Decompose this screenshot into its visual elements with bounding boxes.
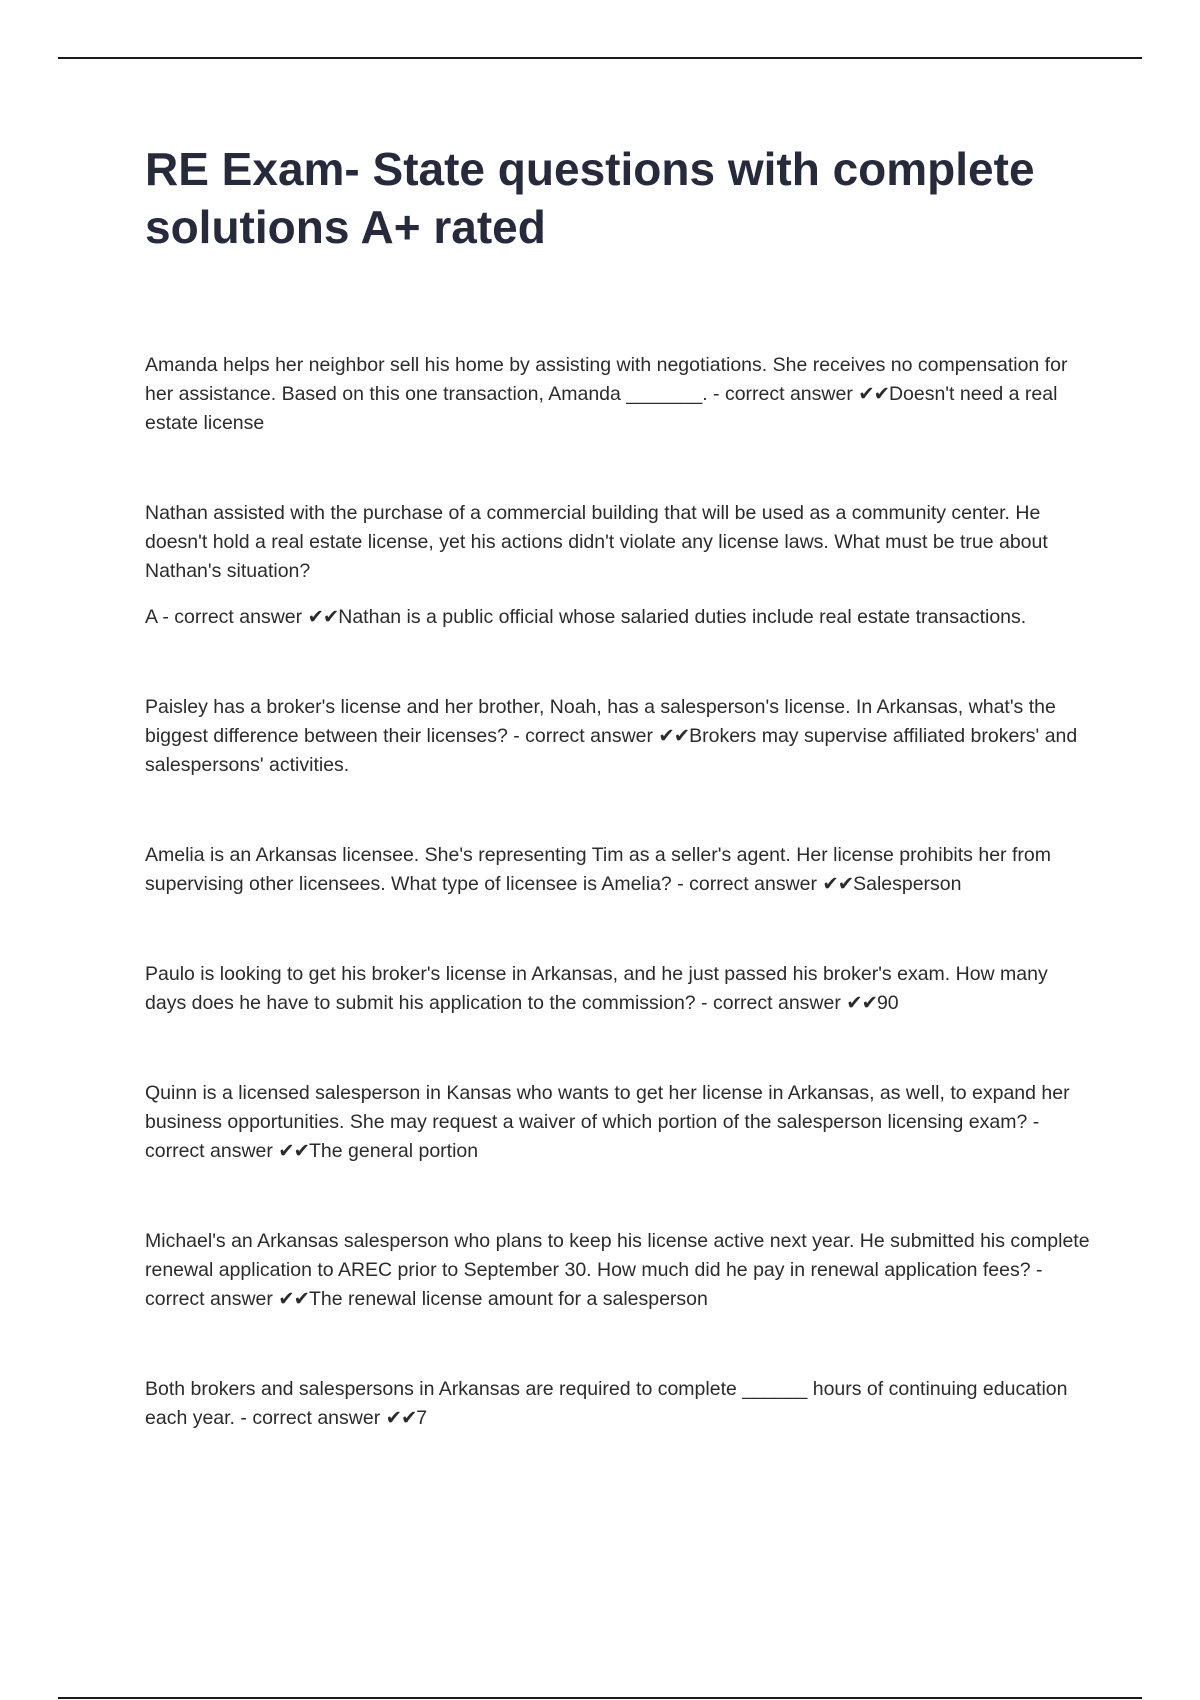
question-text: Michael's an Arkansas salesperson who plans to keep his license active next year. He submitted his complete renewal application to AREC prior to September 30. How much did he pay in renewal application fees? bbox=[145, 1230, 1090, 1281]
qa-item-3 bbox=[145, 693, 1090, 780]
answer-separator: - correct answer bbox=[234, 1407, 386, 1429]
answer-text: Brokers may supervise affiliated brokers' and salespersons' activities. bbox=[145, 725, 1078, 776]
checkmark-icon: ✔✔ bbox=[278, 1288, 309, 1310]
question-text: Both brokers and salespersons in Arkansas are required to complete ______ hours of continuing education each year. bbox=[145, 1378, 1068, 1429]
bottom-rule bbox=[58, 1697, 1142, 1699]
checkmark-icon: ✔✔ bbox=[658, 725, 690, 747]
top-rule bbox=[58, 57, 1142, 59]
answer-separator: - correct answer bbox=[707, 383, 859, 405]
answer-text: The general portion bbox=[308, 1140, 479, 1162]
answer-separator: - correct answer bbox=[145, 1111, 1040, 1162]
checkmark-icon: ✔✔ bbox=[307, 606, 339, 628]
document-title: RE Exam- State questions with complete solutions A+ rated bbox=[145, 143, 1035, 253]
qa-item-5 bbox=[145, 960, 1090, 1018]
question-text: Nathan assisted with the purchase of a commercial building that will be used as a community center. He doesn't hold a real estate license, yet his actions didn't violate any license laws. What must be true about Nathan's situation? bbox=[145, 502, 1048, 582]
checkmark-icon: ✔✔ bbox=[385, 1407, 417, 1429]
answer-text: The renewal license amount for a salesperson bbox=[308, 1288, 708, 1310]
qa-item-7 bbox=[145, 1227, 1090, 1314]
answer-text: Nathan is a public official whose salaried duties include real estate transactions. bbox=[338, 606, 1027, 628]
question-text: Amanda helps her neighbor sell his home by assisting with negotiations. She receives no compensation for her assistance. Based on this one transaction, Amanda _______. bbox=[145, 354, 1068, 405]
qa-item-1 bbox=[145, 351, 1090, 438]
answer-text: 90 bbox=[876, 992, 899, 1014]
question-text: Paulo is looking to get his broker's license in Arkansas, and he just passed his broker's exam. How many days does he have to submit his application to the commission? bbox=[145, 963, 1048, 1014]
answer-text: Salesperson bbox=[853, 873, 962, 895]
answer-separator: - correct answer bbox=[145, 1259, 1043, 1310]
answer-separator: - correct answer bbox=[695, 992, 847, 1014]
answer-text: 7 bbox=[416, 1407, 428, 1429]
checkmark-icon: ✔✔ bbox=[822, 873, 854, 895]
qa-item-6 bbox=[145, 1079, 1090, 1166]
answer-separator: - correct answer bbox=[507, 725, 659, 747]
answer-separator: - correct answer bbox=[671, 873, 823, 895]
question-text: Amelia is an Arkansas licensee. She's representing Tim as a seller's agent. Her license prohibits her from supervising other licensees. What type of licensee is Amelia? bbox=[145, 844, 1051, 895]
document-body bbox=[145, 140, 1090, 1433]
answer-prefix: A - correct answer bbox=[145, 606, 308, 628]
checkmark-icon: ✔✔ bbox=[278, 1140, 309, 1162]
checkmark-icon: ✔✔ bbox=[846, 992, 877, 1014]
question-text: Paisley has a broker's license and her brother, Noah, has a salesperson's license. In Arkansas, what's the biggest difference between their licenses? bbox=[145, 696, 1056, 747]
question-text: Quinn is a licensed salesperson in Kansas who wants to get her license in Arkansas, as well, to expand her business opportunities. She may request a waiver of which portion of the salesperson licensing exam? bbox=[145, 1082, 1070, 1133]
answer-text: Doesn't need a real estate license bbox=[145, 383, 1058, 434]
qa-item-4 bbox=[145, 841, 1090, 899]
qa-item-2 bbox=[145, 499, 1090, 632]
checkmark-icon: ✔✔ bbox=[858, 383, 889, 405]
qa-item-8 bbox=[145, 1375, 1090, 1433]
